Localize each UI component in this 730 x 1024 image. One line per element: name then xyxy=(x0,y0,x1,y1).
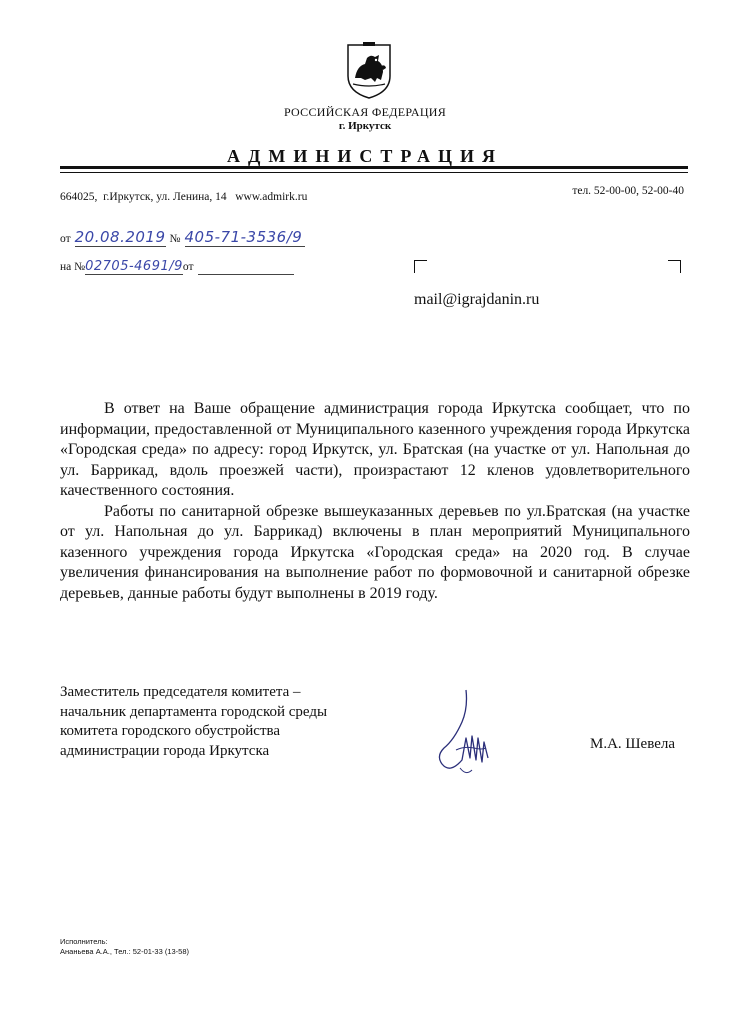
executor-label: Исполнитель: xyxy=(60,937,108,946)
address-corner-right xyxy=(668,260,681,273)
executor-info xyxy=(60,937,189,957)
org-address: 664025, г.Иркутск, ул. Ленина, 14 www.admirk.ru xyxy=(60,191,308,203)
signatory-title xyxy=(60,683,327,761)
from-label: от xyxy=(60,233,71,245)
header-rule-thick xyxy=(60,166,688,169)
letter-body xyxy=(60,399,690,604)
coat-of-arms-icon xyxy=(345,42,393,100)
incoming-reference xyxy=(60,257,294,275)
reply-label: на № xyxy=(60,261,86,273)
address-corner-left xyxy=(414,260,427,273)
signature-icon xyxy=(432,688,494,778)
organization-title: АДМИНИСТРАЦИЯ xyxy=(226,146,504,166)
body-paragraph: В ответ на Ваше обращение администрация города Иркутска сообщает, что по информации, предоставленной от Муниципального казенного учреждения города Иркутска «Городская среда» по адресу: город Иркутск, ул. Братская (на участке от ул. Напольная до ул. Баррикад, вдоль проезжей части), произрастают 12 кленов удовлетворительного качественного состояния. xyxy=(60,400,690,499)
city-name: г. Иркутск xyxy=(338,120,392,132)
reply-number: 02705-4691/9 xyxy=(85,259,183,274)
country-name: РОССИЙСКАЯ ФЕДЕРАЦИЯ xyxy=(283,105,447,119)
signatory-title-line: администрации города Иркутска xyxy=(60,742,270,759)
letter-date: 20.08.2019 xyxy=(74,228,166,246)
reply-date-label: от xyxy=(182,261,194,273)
body-paragraph: Работы по санитарной обрезке вышеуказанных деревьев по ул.Братская (на участке от ул. Напольная до ул. Баррикад) включены в план мероприятий Муниципального казенного учреждения города Иркутска «Городская среда» на 2020 год. В случае увеличения финансирования на выполнение работ по формовочной и санитарной обрезке деревьев, данные работы будут выполнены в 2019 году. xyxy=(60,502,690,602)
letter-number: 405-71-3536/9 xyxy=(185,228,305,247)
executor-details: Ананьева А.А., Тел.: 52-01-33 (13-58) xyxy=(60,947,190,956)
header-rule-thin xyxy=(60,172,688,173)
reply-date-blank xyxy=(198,262,294,275)
org-phone: тел. 52-00-00, 52-00-40 xyxy=(572,185,684,197)
outgoing-reference xyxy=(60,228,305,247)
number-label: № xyxy=(169,233,181,245)
recipient-email: mail@igrajdanin.ru xyxy=(414,291,540,308)
signatory-title-line: Заместитель председателя комитета – xyxy=(60,684,301,700)
signatory-name: М.А. Шевела xyxy=(590,736,676,752)
signatory-title-line: начальник департамента городской среды xyxy=(60,703,328,720)
signatory-title-line: комитета городского обустройства xyxy=(60,723,281,739)
